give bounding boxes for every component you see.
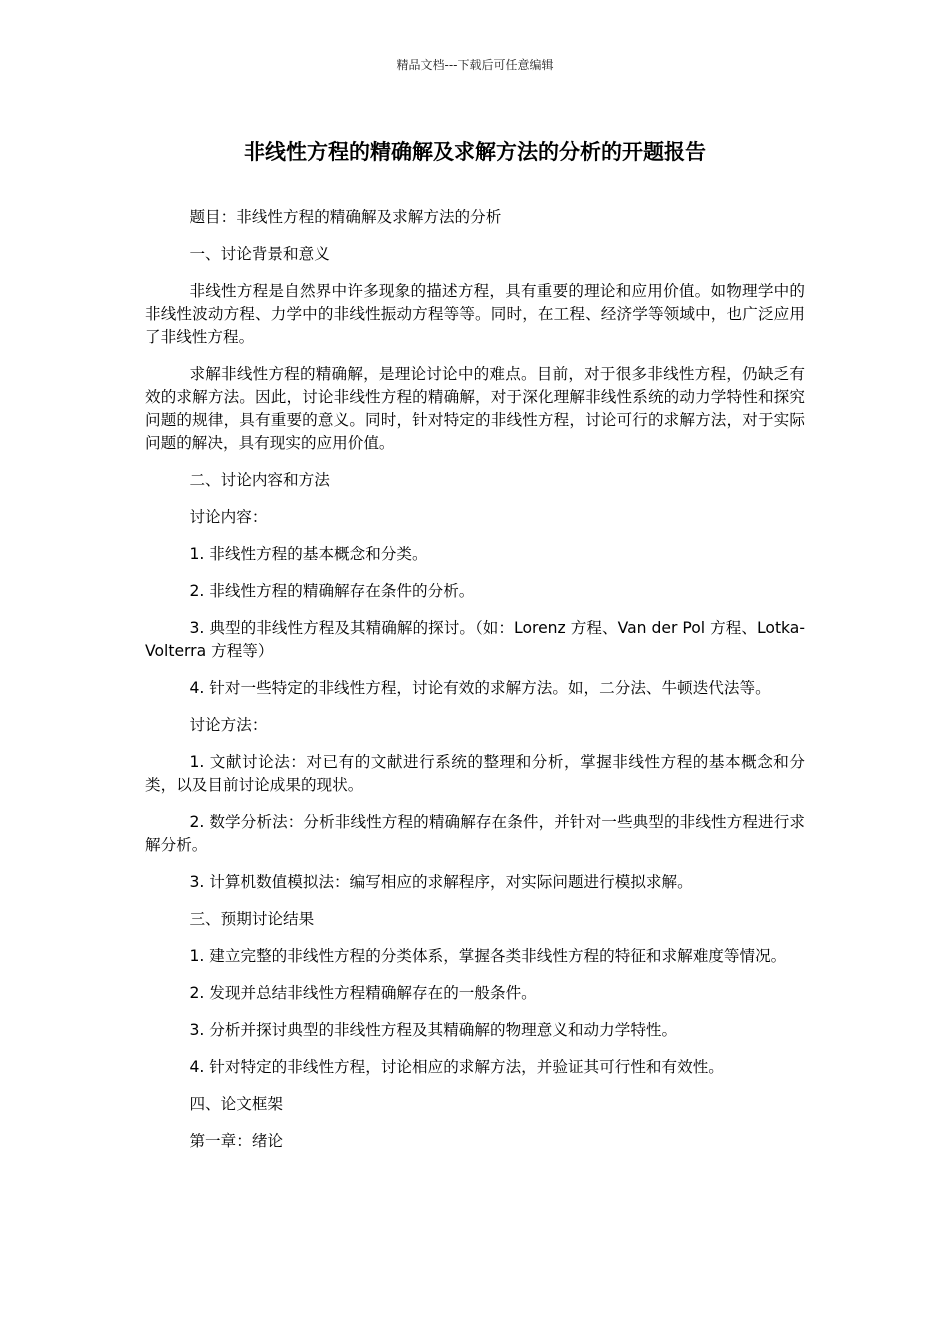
result-item: 1. 建立完整的非线性方程的分类体系，掌握各类非线性方程的特征和求解难度等情况。 — [189, 947, 787, 965]
document-title: 非线性方程的精确解及求解方法的分析的开题报告 — [244, 140, 706, 164]
content-item: 1. 非线性方程的基本概念和分类。 — [189, 545, 428, 563]
document-body — [145, 206, 805, 1167]
content-item: 4. 针对一些特定的非线性方程，讨论有效的求解方法。如，二分法、牛顿迭代法等。 — [189, 679, 771, 697]
topic-line: 题目：非线性方程的精确解及求解方法的分析 — [189, 208, 502, 226]
chapter-line: 第一章：绪论 — [189, 1132, 284, 1150]
result-item: 3. 分析并探讨典型的非线性方程及其精确解的物理意义和动力学特性。 — [189, 1021, 678, 1039]
content-item: 3. 典型的非线性方程及其精确解的探讨。（如：Lorenz 方程、Van der Pol 方程、Lotka-Volterra 方程等） — [145, 619, 805, 660]
result-item: 4. 针对特定的非线性方程，讨论相应的求解方法，并验证其可行性和有效性。 — [189, 1058, 724, 1076]
method-item: 3. 计算机数值模拟法：编写相应的求解程序，对实际问题进行模拟求解。 — [189, 873, 693, 891]
method-item: 2. 数学分析法：分析非线性方程的精确解存在条件，并针对一些典型的非线性方程进行求解分析。 — [145, 813, 805, 854]
background-paragraph-2: 求解非线性方程的精确解，是理论讨论中的难点。目前，对于很多非线性方程，仍缺乏有效的求解方法。因此，讨论非线性方程的精确解，对于深化理解非线性系统的动力学特性和探究问题的规律，具有重要的意义。同时，针对特定的非线性方程，讨论可行的求解方法，对于实际问题的解决，具有现实的应用价值。 — [145, 365, 805, 452]
section-heading-content-methods: 二、讨论内容和方法 — [189, 471, 330, 489]
result-item: 2. 发现并总结非线性方程精确解存在的一般条件。 — [189, 984, 537, 1002]
section-heading-expected-results: 三、预期讨论结果 — [189, 910, 315, 928]
method-item: 1. 文献讨论法：对已有的文献进行系统的整理和分析，掌握非线性方程的基本概念和分类，以及目前讨论成果的现状。 — [145, 753, 805, 794]
header-note: 精品文档---下载后可任意编辑 — [396, 58, 554, 72]
content-subheading: 讨论内容： — [189, 508, 268, 526]
section-heading-background: 一、讨论背景和意义 — [189, 245, 330, 263]
methods-subheading: 讨论方法： — [189, 716, 268, 734]
background-paragraph-1: 非线性方程是自然界中许多现象的描述方程，具有重要的理论和应用价值。如物理学中的非线性波动方程、力学中的非线性振动方程等等。同时，在工程、经济学等领域中，也广泛应用了非线性方程。 — [145, 282, 805, 346]
section-heading-framework: 四、论文框架 — [189, 1095, 284, 1113]
content-item: 2. 非线性方程的精确解存在条件的分析。 — [189, 582, 475, 600]
